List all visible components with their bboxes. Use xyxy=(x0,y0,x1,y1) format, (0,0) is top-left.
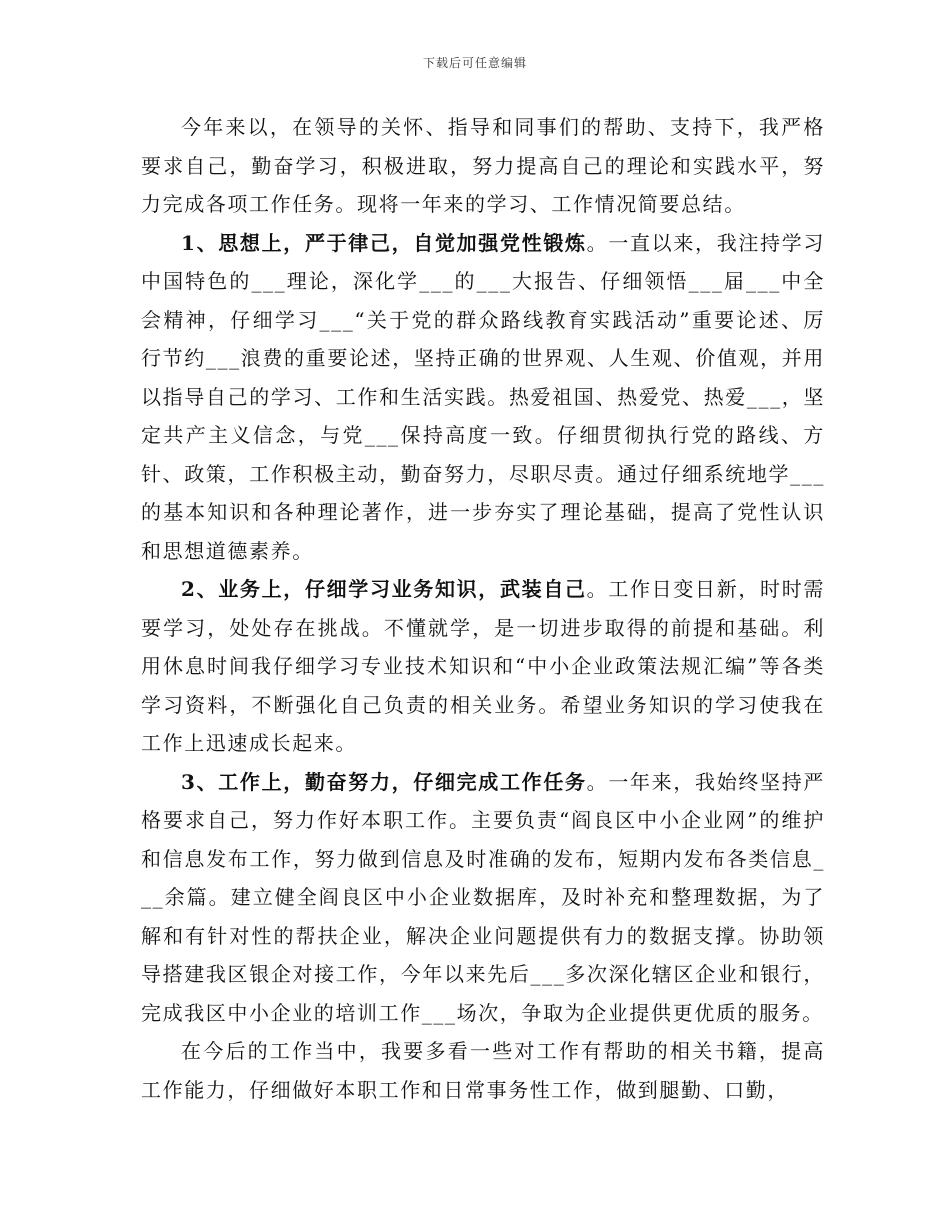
paragraph-work xyxy=(141,763,825,1033)
paragraph-ideology xyxy=(141,224,825,571)
paragraph-text: 。工作日变日新，时时需要学习，处处存在挑战。不懂就学，是一切进步取得的前提和基础。利用休息时间我仔细学习专业技术知识和“中小企业政策法规汇编”等各类学习资料，不断强化自己负责的相关业务。希望业务知识的学习使我在工作上迅速成长起来。 xyxy=(141,577,825,755)
paragraph-text: 。一年来，我始终坚持严格要求自己，努力作好本职工作。主要负责“阎良区中小企业网”的维护和信息发布工作，努力做到信息及时准确的发布，短期内发布各类信息___余篇。建立健全阎良区中小企业数据库，及时补充和整理数据，为了解和有针对性的帮扶企业，解决企业问题提供有力的数据支撑。协助领导搭建我区银企对接工作，今年以来先后___多次深化辖区企业和银行，完成我区中小企业的培训工作___场次，争取为企业提供更优质的服务。 xyxy=(141,769,825,1025)
paragraph-text: 。一直以来，我注持学习中国特色的___理论，深化学___的___大报告、仔细领悟___届___中全会精神，仔细学习___“关于党的群众路线教育实践活动”重要论述、厉行节约___浪费的重要论述，坚持正确的世界观、人生观、价值观，并用以指导自己的学习、工作和生活实践。热爱祖国、热爱党、热爱___，坚定共产主义信念，与党___保持高度一致。仔细贯彻执行党的路线、方针、政策，工作积极主动，勤奋努力，尽职尽责。通过仔细系统地学___的基本知识和各种理论著作，进一步夯实了理论基础，提高了党性认识和思想道德素养。 xyxy=(141,230,825,563)
page-header-note: 下载后可任意编辑 xyxy=(422,56,527,70)
paragraph-heading: 3、工作上，勤奋努力，仔细完成工作任务 xyxy=(181,769,587,794)
paragraph-text: 今年来以，在领导的关怀、指导和同事们的帮助、支持下，我严格要求自己，勤奋学习，积极进取，努力提高自己的理论和实践水平，努力完成各项工作任务。现将一年来的学习、工作情况简要总结。 xyxy=(141,115,825,216)
paragraph-heading: 2、业务上，仔细学习业务知识，武装自己 xyxy=(181,577,587,601)
document-body xyxy=(141,108,825,1109)
paragraph-heading: 1、思想上，严于律己，自觉加强党性锻炼 xyxy=(181,230,587,255)
paragraph-business xyxy=(141,570,825,763)
paragraph-text: 在今后的工作当中，我要多看一些对工作有帮助的相关书籍，提高工作能力，仔细做好本职工作和日常事务性工作，做到腿勤、口勤， xyxy=(141,1039,825,1102)
paragraph-intro xyxy=(141,108,825,224)
paragraph-future xyxy=(141,1032,825,1109)
